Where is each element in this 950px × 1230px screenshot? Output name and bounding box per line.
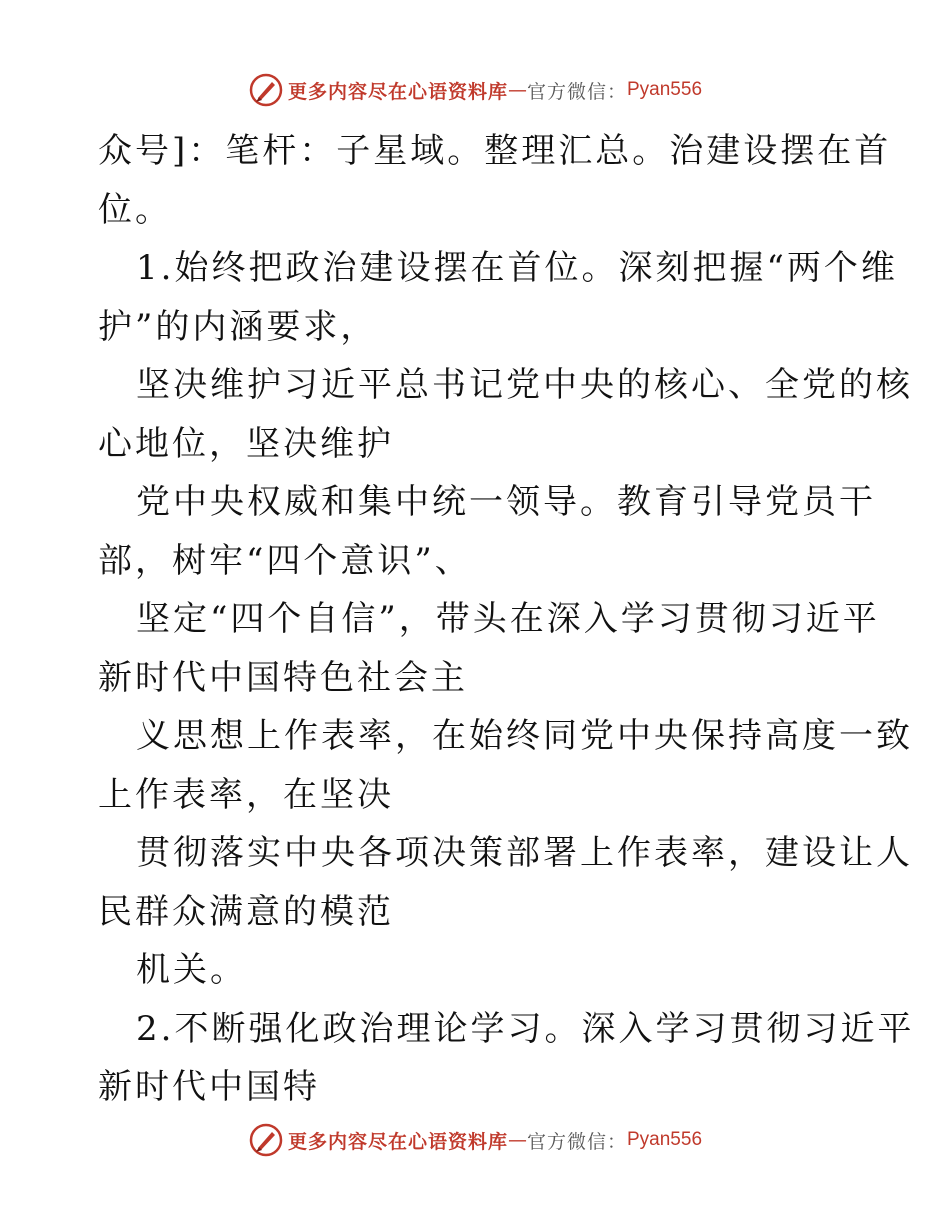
footer-banner [0, 1120, 950, 1160]
pen-seal-icon [248, 72, 284, 108]
text-line: 1.始终把政治建设摆在首位。深刻把握“两个维 [136, 248, 898, 288]
header-banner [0, 70, 950, 110]
text-line: 机关。 [136, 950, 247, 990]
text-line: 上作表率，在坚决 [98, 774, 394, 815]
text-line: 2.不断强化政治理论学习。深入学习贯彻习近平 [136, 1008, 915, 1049]
banner-dash: — [507, 79, 527, 101]
text-line: 心地位，坚决维护 [98, 423, 394, 464]
banner-wechat-handle: Pyan556 [627, 1129, 703, 1150]
text-line: 义思想上作表率，在始终同党中央保持高度一致 [136, 716, 913, 756]
text-line: 新时代中国特 [98, 1067, 320, 1107]
banner-title: 更多内容尽在心语资料库 [287, 80, 508, 103]
text-line: 坚决维护习近平总书记党中央的核心、全党的核 [136, 365, 913, 405]
document-body [98, 122, 915, 1117]
banner-title: 更多内容尽在心语资料库 [287, 1130, 508, 1153]
text-line: 坚定“四个自信”，带头在深入学习贯彻习近平 [136, 599, 880, 639]
text-line: 贯彻落实中央各项决策部署上作表率，建设让人 [136, 833, 913, 873]
banner-dash: — [507, 1129, 527, 1151]
text-line: 党中央权威和集中统一领导。教育引导党员干 [136, 482, 876, 522]
text-line: 部，树牢“四个意识”、 [98, 540, 472, 581]
text-line: 民群众满意的模范 [98, 891, 394, 932]
text-line: 众号]：笔杆：子星域。整理汇总。治建设摆在首 [98, 131, 892, 171]
text-line: 新时代中国特色社会主 [98, 657, 468, 698]
text-line: 位。 [98, 189, 172, 230]
pen-seal-icon [248, 1122, 284, 1158]
banner-wechat-label: 官方微信： [526, 80, 627, 103]
banner-wechat-handle: Pyan556 [627, 79, 703, 100]
banner-wechat-label: 官方微信： [526, 1130, 627, 1153]
text-line: 护”的内涵要求， [98, 306, 378, 347]
